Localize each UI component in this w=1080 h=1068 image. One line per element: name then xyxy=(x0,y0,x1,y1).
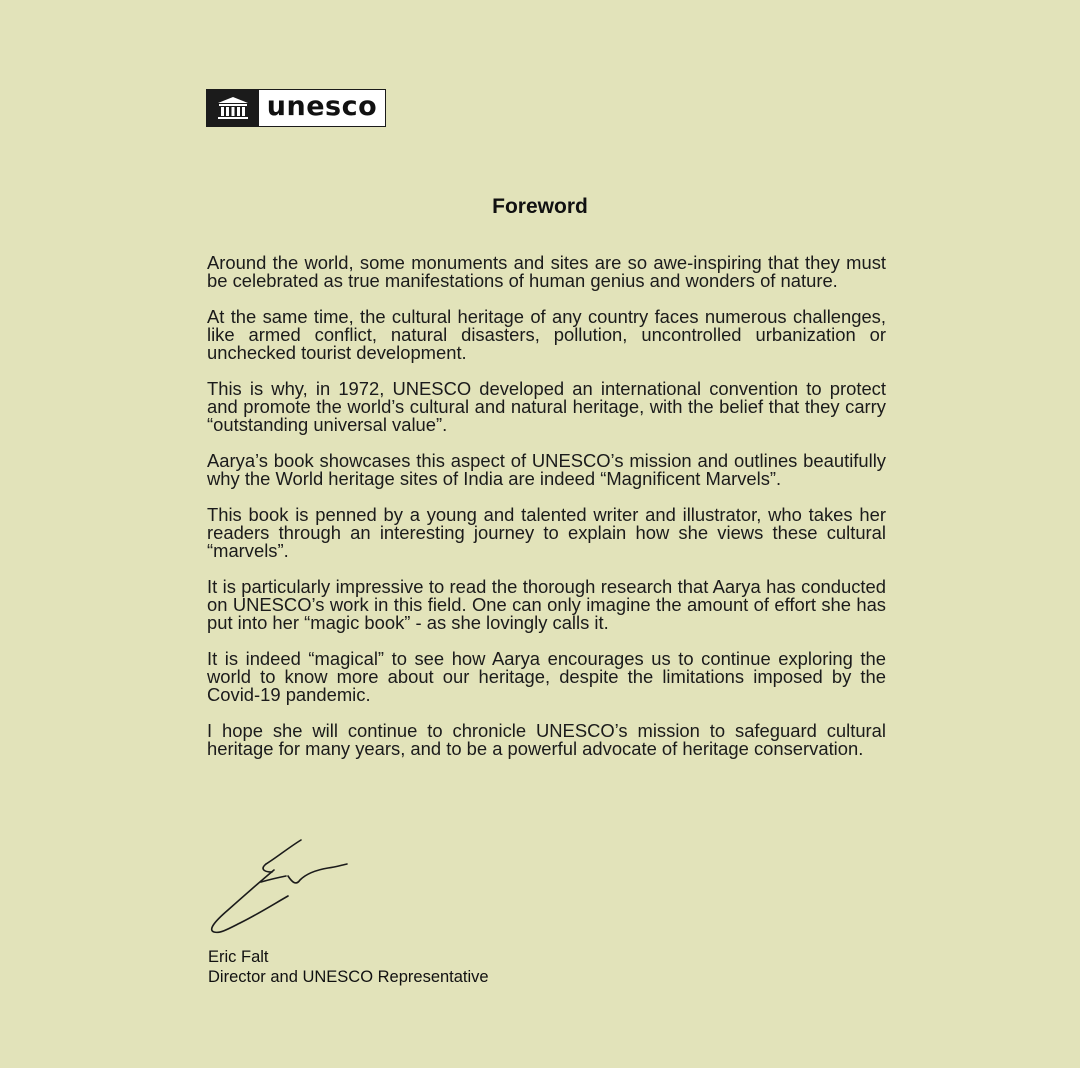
paragraph: This is why, in 1972, UNESCO developed an international convention to protect and promote the world’s cultural and natural heritage, with the belief that they carry “outstanding universal value”. xyxy=(207,378,886,435)
paragraph: It is indeed “magical” to see how Aarya encourages us to continue exploring the world to know more about our heritage, despite the limitations imposed by the Covid-19 pandemic. xyxy=(207,648,886,705)
paragraph: This book is penned by a young and talented writer and illustrator, who takes her readers through an interesting journey to explain how she views these cultural “marvels”. xyxy=(207,504,886,561)
paragraph: At the same time, the cultural heritage of any country faces numerous challenges, like armed conflict, natural disasters, pollution, uncontrolled urbanization or unchecked tourist development. xyxy=(207,306,886,363)
paragraph: Aarya’s book showcases this aspect of UNESCO’s mission and outlines beautifully why the World heritage sites of India are indeed “Magnificent Marvels”. xyxy=(207,450,886,489)
paragraph: I hope she will continue to chronicle UNESCO’s mission to safeguard cultural heritage for many years, and to be a powerful advocate of heritage conservation. xyxy=(207,720,886,759)
signature xyxy=(206,836,351,936)
signer-block xyxy=(208,947,489,987)
logo-text: unesco xyxy=(266,91,378,122)
foreword-body xyxy=(207,254,886,776)
paragraph: It is particularly impressive to read the thorough research that Aarya has conducted on UNESCO’s work in this field. One can only imagine the amount of effort she has put into her “magic book” - as she lovingly calls it. xyxy=(207,576,886,633)
temple-icon xyxy=(207,90,259,126)
unesco-logo xyxy=(206,89,386,127)
signer-name: Eric Falt xyxy=(208,948,269,966)
paragraph: Around the world, some monuments and sites are so awe-inspiring that they must be celebrated as true manifestations of human genius and wonders of nature. xyxy=(207,252,886,291)
signer-role: Director and UNESCO Representative xyxy=(208,968,489,986)
page-title: Foreword xyxy=(492,195,588,218)
